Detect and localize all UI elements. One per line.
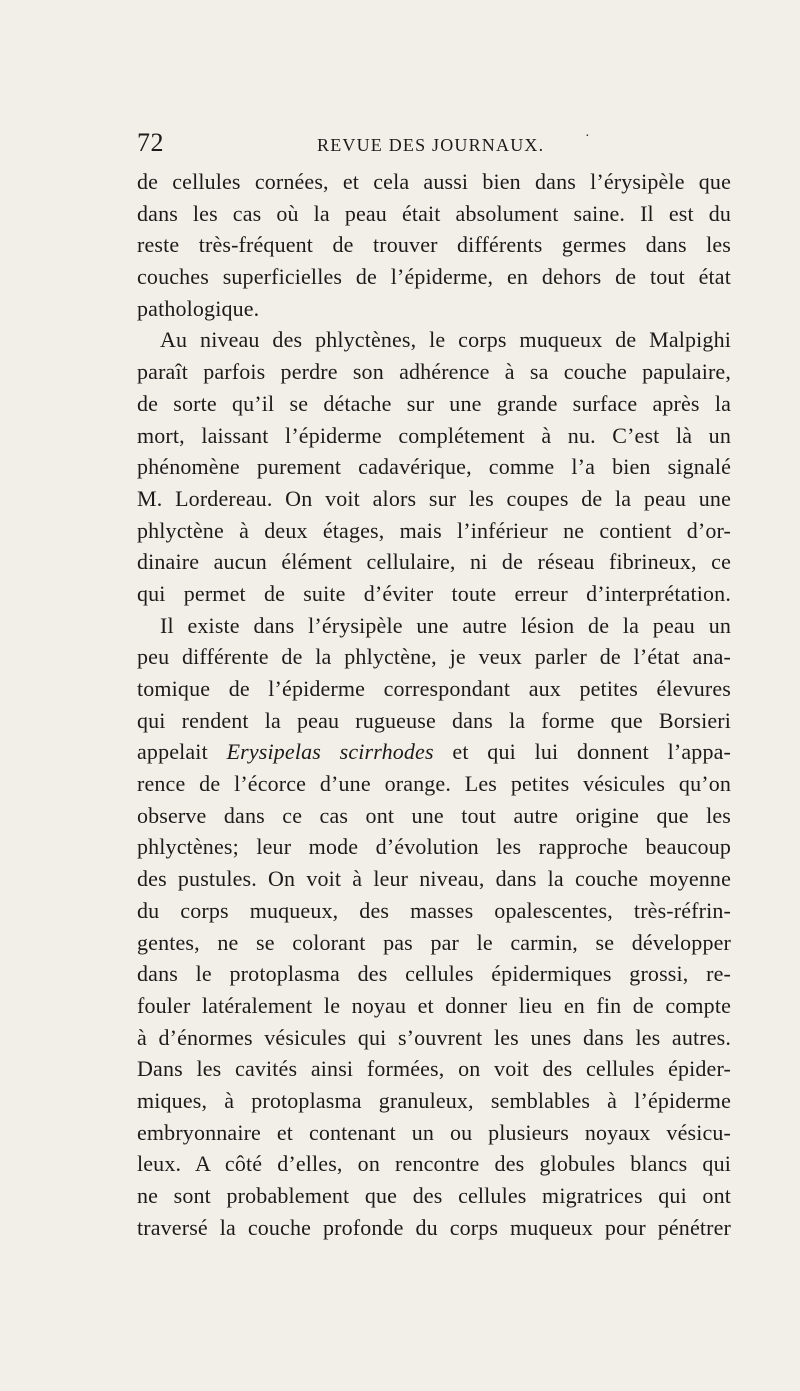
running-head: REVUE DES JOURNAUX.: [317, 135, 545, 155]
text-line: Dans les cavités ainsi formées, on voit des cellules épider-: [137, 1056, 731, 1082]
text-line: Il existe dans l’érysipèle une autre lésion de la peau un: [160, 612, 731, 638]
text-line: de cellules cornées, et cela aussi bien dans l’érysipèle que: [137, 169, 731, 194]
text-line: fouler latéralement le noyau et donner lieu en fin de compte: [137, 992, 731, 1018]
text-line: tomique de l’épiderme correspondant aux petites élevures: [137, 676, 731, 701]
text-line: phlyctène à deux étages, mais l’inférieur ne contient d’or-: [137, 517, 731, 543]
text-line: [137, 736, 731, 768]
text-line: pathologique.: [137, 295, 260, 321]
text-line: qui permet de suite d’éviter toute erreur d’interprétation.: [137, 580, 731, 606]
text-line: M. Lordereau. On voit alors sur les coupes de la peau une: [137, 485, 731, 511]
italic-term: Erysipelas scirrhodes: [226, 739, 434, 765]
text-line: qui rendent la peau rugueuse dans la forme que Borsieri: [137, 707, 731, 733]
text-line: reste très-fréquent de trouver différents germes dans les: [137, 232, 731, 258]
text-line: paraît parfois perdre son adhérence à sa couche papulaire,: [137, 359, 731, 385]
text-line: phénomène purement cadavérique, comme l’a bien signalé: [137, 454, 731, 480]
text-line-start: appelait: [137, 739, 227, 765]
text-line: mort, laissant l’épiderme complétement à nu. C’est là un: [137, 422, 731, 448]
text-line: à d’énormes vésicules qui s’ouvrent les unes dans les autres.: [137, 1024, 731, 1050]
text-line: traversé la couche profonde du corps muqueux pour pénétrer: [137, 1214, 731, 1240]
header-mark: ·: [585, 129, 590, 144]
text-line: des pustules. On voit à leur niveau, dans la couche moyenne: [137, 866, 731, 892]
text-line: dinaire aucun élément cellulaire, ni de réseau fibrineux, ce: [137, 549, 731, 575]
text-line: phlyctènes; leur mode d’évolution les rapproche beaucoup: [137, 834, 731, 860]
text-line: miques, à protoplasma granuleux, semblables à l’épiderme: [137, 1087, 731, 1113]
text-line-end: et qui lui donnent l’appa-: [433, 739, 731, 765]
page-header: [137, 128, 731, 162]
text-line: dans le protoplasma des cellules épidermiques grossi, re-: [137, 961, 731, 987]
text-line: peu différente de la phlyctène, je veux parler de l’état ana-: [137, 644, 731, 670]
text-line: leux. A côté d’elles, on rencontre des globules blancs qui: [137, 1151, 731, 1177]
text-line: observe dans ce cas ont une tout autre origine que les: [137, 802, 731, 828]
body-text: [137, 166, 731, 1243]
page-number: 72: [137, 128, 164, 157]
text-line: gentes, ne se colorant pas par le carmin, se développer: [137, 929, 731, 955]
text-line: Au niveau des phlyctènes, le corps muqueux de Malpighi: [160, 327, 731, 353]
text-line: ne sont probablement que des cellules migratrices qui ont: [137, 1183, 731, 1208]
text-line: du corps muqueux, des masses opalescentes, très-réfrin-: [137, 897, 731, 923]
text-line: dans les cas où la peau était absolument saine. Il est du: [137, 200, 731, 226]
text-line: embryonnaire et contenant un ou plusieurs noyaux vésicu-: [137, 1119, 731, 1145]
text-line: couches superficielles de l’épiderme, en dehors de tout état: [137, 264, 731, 290]
text-line: de sorte qu’il se détache sur une grande surface après la: [137, 390, 731, 416]
text-line: rence de l’écorce d’une orange. Les petites vésicules qu’on: [137, 771, 731, 797]
